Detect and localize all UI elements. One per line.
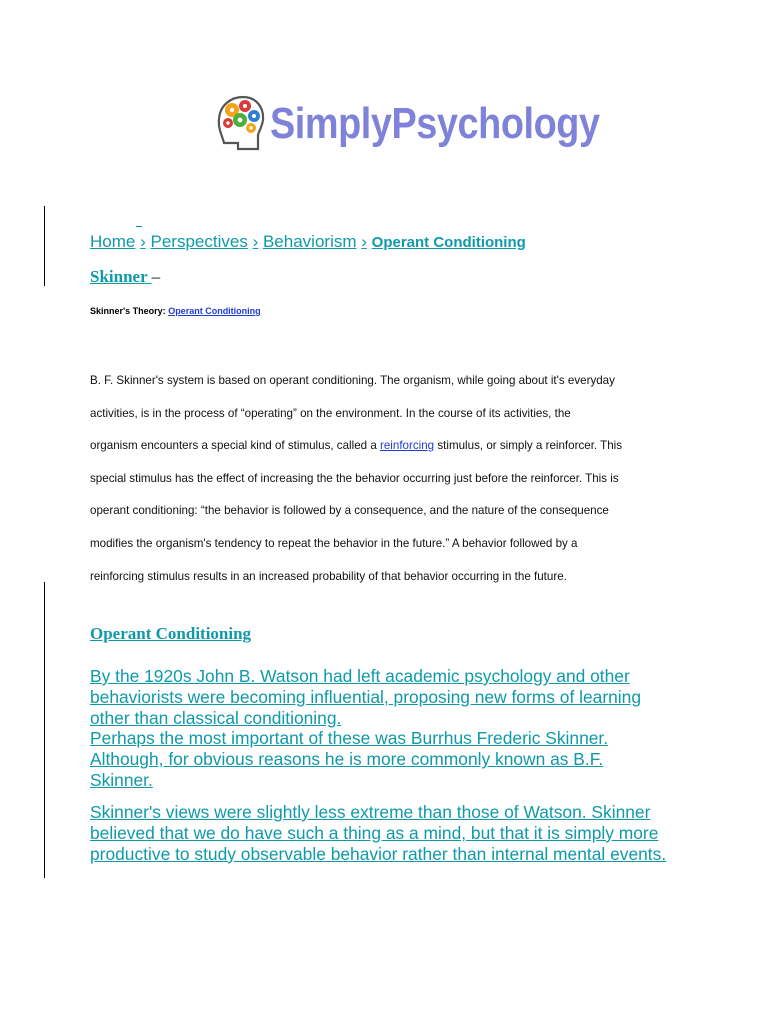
block-line: Skinner's views were slightly less extreme than those of Watson. Skinner [90,802,651,822]
theory-line [90,306,261,316]
paragraph-line: activities, is in the process of “operating” on the environment. In the course of its activities, the [90,406,571,420]
block-line: Skinner. [90,769,153,790]
breadcrumb [90,232,526,252]
breadcrumb-perspectives[interactable]: Perspectives [150,232,248,251]
theory-label: Skinner's Theory: [90,306,166,316]
watson-block[interactable] [90,666,690,791]
block-line: productive to study observable behavior rather than internal mental events. [90,843,667,864]
breadcrumb-separator: › [361,232,367,251]
paragraph-text: organism encounters a special kind of stimulus, called a [90,439,380,453]
block-line: other than classical conditioning. [90,707,342,728]
skinner-views-block[interactable] [90,802,690,864]
paragraph-line: operant conditioning: “the behavior is followed by a consequence, and the nature of the consequence [90,504,609,518]
block-line: Although, for obvious reasons he is more commonly known as B.F. [90,749,604,770]
skinner-heading [90,267,160,287]
reinforcing-link[interactable]: reinforcing [380,439,435,453]
block-line: believed that we do have such a thing as a mind, but that it is simply more [90,822,659,843]
block-line: behaviorists were becoming influential, proposing new forms of learning [90,686,641,707]
intro-paragraph [90,365,690,593]
margin-bar-top [44,206,45,286]
paragraph-text: stimulus, or simply a reinforcer. This [434,439,623,453]
paragraph-line: modifies the organism's tendency to repeat the behavior in the future.” A behavior followed by a [90,536,578,550]
operant-heading-text: Operant Conditioning [90,624,252,643]
breadcrumb-separator: › [140,232,146,251]
theory-link[interactable]: Operant Conditioning [168,306,261,316]
logo-text: SimplyPsychology [270,99,600,148]
paragraph-line: B. F. Skinner's system is based on operant conditioning. The organism, while going about it's everyday [90,374,615,387]
skinner-heading-dash: – [151,267,161,286]
margin-bar-bottom [44,582,45,878]
paragraph-line: special stimulus has the effect of increasing the the behavior occurring just before the reinforcer. This is [90,471,619,485]
operant-heading[interactable] [90,624,251,644]
breadcrumb-home[interactable]: Home [90,232,136,251]
block-line: By the 1920s John B. Watson had left academic psychology and other [90,666,630,686]
site-logo[interactable] [216,86,653,162]
breadcrumb-current[interactable]: Operant Conditioning [371,234,526,251]
decorative-dash [136,226,142,227]
breadcrumb-separator: › [252,232,259,251]
paragraph-line [90,430,690,463]
breadcrumb-behaviorism[interactable]: Behaviorism [262,232,357,251]
block-line: Perhaps the most important of these was Burrhus Frederic Skinner. [90,728,609,749]
skinner-heading-link[interactable]: Skinner [90,267,148,286]
paragraph-line: reinforcing stimulus results in an increased probability of that behavior occurring in the future. [90,569,567,583]
head-gears-icon [216,93,266,155]
